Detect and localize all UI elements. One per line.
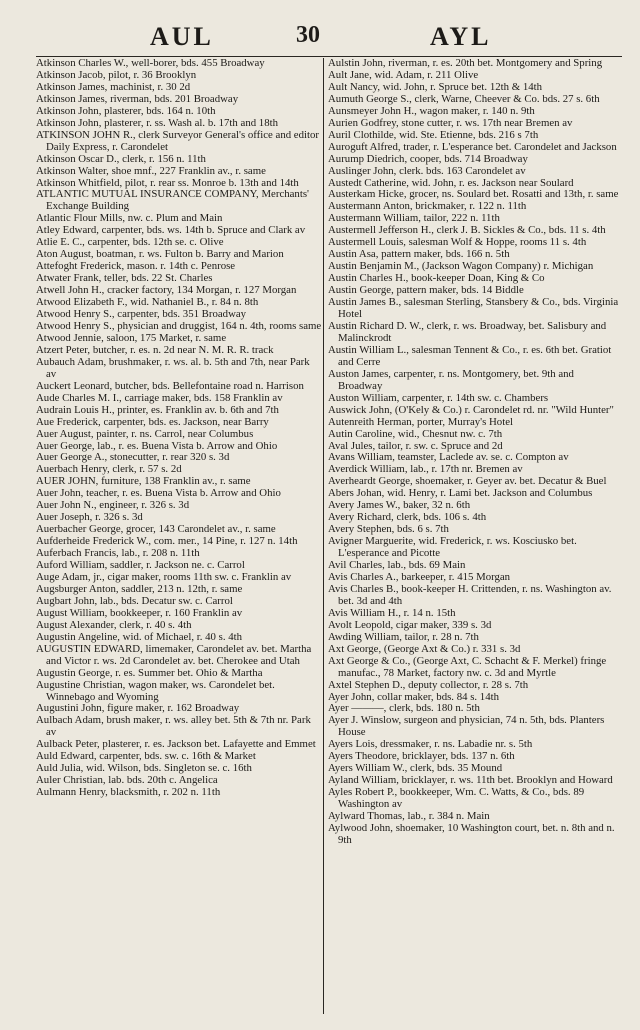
directory-entry: Austermann Anton, brickmaker, r. 122 n. 11th — [328, 200, 527, 213]
directory-entry: Avis Charles B., book-keeper H. Crittenden, r. ns. Washington av. bet. 3d and 4th — [328, 582, 612, 607]
directory-entry: Atwood Henry S., carpenter, bds. 351 Broadway — [36, 308, 247, 321]
directory-entry: Atkinson Walter, shoe mnf., 227 Franklin av., r. same — [36, 164, 266, 177]
directory-entry: Attefoght Frederick, mason. r. 14th c. Penrose — [36, 260, 236, 273]
directory-entry: Aulbach Adam, brush maker, r. ws. alley bet. 5th & 7th nr. Park av — [36, 714, 311, 739]
directory-entry: ATLANTIC MUTUAL INSURANCE COMPANY, Merchants' Exchange Building — [36, 188, 309, 213]
directory-entry: Aubauch Adam, brushmaker, r. ws. al. b. 5th and 7th, near Park av — [36, 355, 310, 380]
directory-entry: Atwood Henry S., physician and druggist, 164 n. 4th, rooms same — [36, 319, 322, 332]
directory-entry: Auld Julia, wid. Wilson, bds. Singleton se. c. 16th — [36, 762, 252, 775]
directory-entry: Auer George A., stonecutter, r. rear 320 s. 3d — [36, 451, 230, 464]
directory-entry: Awding William, tailor, r. 28 n. 7th — [328, 630, 479, 643]
directory-entry: Ault Jane, wid. Adam, r. 211 Olive — [328, 68, 479, 81]
directory-entry: Augustine Christian, wagon maker, ws. Carondelet bet. Winnebago and Wyoming — [36, 678, 275, 703]
directory-entry: Aylward Thomas, lab., r. 384 n. Main — [328, 810, 490, 823]
directory-entry: Auslinger John, clerk. bds. 163 Carondelet av — [328, 164, 526, 177]
directory-entry: Atley Edward, carpenter, bds. ws. 14th b. Spruce and Clark av — [36, 224, 306, 237]
directory-entry: Auler Christian, lab. bds. 20th c. Angelica — [36, 774, 218, 787]
directory-entry: Augsburger Anton, saddler, 213 n. 12th, r. same — [36, 582, 243, 595]
directory-entry: Auge Adam, jr., cigar maker, rooms 11th sw. c. Franklin av — [36, 570, 292, 583]
directory-entry: Augustini John, figure maker, r. 162 Broadway — [36, 702, 240, 715]
left-column — [36, 58, 322, 799]
directory-entry: Auswick John, (O'Kely & Co.) r. Carondelet rd. nr. "Wild Hunter" — [328, 403, 614, 416]
directory-entry: Auston William, carpenter, r. 14th sw. c. Chambers — [328, 391, 549, 404]
page-number: 30 — [296, 22, 320, 48]
directory-entry: Auroguft Alfred, trader, r. L'esperance bet. Carondelet and Jackson — [328, 140, 617, 153]
header-left-keyword: AUL — [150, 22, 214, 51]
directory-entry: AUER JOHN, furniture, 138 Franklin av., r. same — [36, 475, 251, 488]
directory-entry: Augustin Angeline, wid. of Michael, r. 40 s. 4th — [36, 630, 243, 643]
directory-entry: Aylwood John, shoemaker, 10 Washington court, bet. n. 8th and n. 9th — [328, 822, 615, 846]
directory-entry: Atkinson Whitfield, pilot, r. rear ss. Monroe b. 13th and 14th — [36, 176, 299, 189]
directory-entry: Aval Jules, tailor, r. sw. c. Spruce and 2d — [328, 439, 503, 452]
directory-entry: Aulback Peter, plasterer, r. es. Jackson bet. Lafayette and Emmet — [36, 738, 316, 751]
directory-entry: Ayer ———, clerk, bds. 180 n. 5th — [328, 702, 480, 715]
directory-entry: Atkinson Charles W., well-borer, bds. 455 Broadway — [36, 57, 265, 69]
directory-entry: Atkinson John, plasterer, r. ss. Wash al. b. 17th and 18th — [36, 116, 279, 129]
directory-entry: Aulstin John, riverman, r. es. 20th bet. Montgomery and Spring — [328, 57, 603, 69]
directory-entry: Auckert Leonard, butcher, bds. Bellefontaine road n. Harrison — [36, 379, 304, 392]
directory-entry: Austin Charles H., book-keeper Doan, King & Co — [328, 272, 545, 285]
directory-entry: Auerbacher George, grocer, 143 Carondelet av., r. same — [36, 523, 276, 536]
directory-entry: Aurien Godfrey, stone cutter, r. ws. 17th near Bremen av — [328, 116, 573, 129]
directory-entry: Augbart John, lab., bds. Decatur sw. c. Carrol — [36, 594, 233, 607]
directory-entry: Avis Charles A., barkeeper, r. 415 Morgan — [328, 570, 511, 583]
directory-entry: Auer Joseph, r. 326 s. 3d — [36, 511, 143, 524]
directory-entry: Axt George, (George Axt & Co.) r. 331 s. 3d — [328, 642, 521, 655]
directory-entry: Aulmann Henry, blacksmith, r. 202 n. 11th — [36, 786, 221, 799]
directory-entry: Austin William L., salesman Tennent & Co., r. es. 6th bet. Gratiot and Cerre — [328, 343, 612, 368]
directory-entry: Auld Edward, carpenter, bds. sw. c. 16th & Market — [36, 750, 256, 763]
directory-entry: Auril Clothilde, wid. Ste. Etienne, bds. 216 s 7th — [328, 128, 539, 141]
directory-entry: Avery James W., baker, 32 n. 6th — [328, 499, 471, 512]
directory-entry: Aunsmeyer John H., wagon maker, r. 140 n. 9th — [328, 104, 535, 117]
directory-entry: Audrain Louis H., printer, es. Franklin av. b. 6th and 7th — [36, 403, 279, 416]
directory-entry: Atkinson Jacob, pilot, r. 36 Brooklyn — [36, 68, 197, 81]
column-divider — [323, 58, 324, 1014]
directory-entry: Ayer J. Winslow, surgeon and physician, 74 n. 5th, bds. Planters House — [328, 714, 605, 739]
directory-entry: Ayers Theodore, bricklayer, bds. 137 n. 6th — [328, 750, 515, 763]
directory-entry: Ayland William, bricklayer, r. ws. 11th bet. Brooklyn and Howard — [328, 774, 613, 787]
directory-entry: Aufderheide Frederick W., com. mer., 14 Pine, r. 127 n. 14th — [36, 535, 298, 548]
directory-entry: Atkinson James, riverman, bds. 201 Broadway — [36, 92, 239, 105]
directory-entry: Autin Caroline, wid., Chesnut nw. c. 7th — [328, 427, 503, 440]
directory-entry: Ayer John, collar maker, bds. 84 s. 14th — [328, 690, 499, 703]
directory-entry: Axtel Stephen D., deputy collector, r. 28 s. 7th — [328, 678, 529, 691]
directory-entry: Austin Richard D. W., clerk, r. ws. Broadway, bet. Salisbury and Malinckrodt — [328, 319, 607, 344]
directory-entry: Austin Asa, pattern maker, bds. 166 n. 5th — [328, 248, 510, 261]
directory-entry: Atwood Jennie, saloon, 175 Market, r. same — [36, 331, 227, 344]
directory-entry: Austermell Jefferson H., clerk J. B. Sickles & Co., bds. 11 s. 4th — [328, 224, 606, 237]
directory-entry: Avery Stephen, bds. 6 s. 7th — [328, 523, 449, 536]
directory-entry: AUGUSTIN EDWARD, limemaker, Carondelet av. bet. Martha and Victor r. ws. 2d Carondelet av. bet. Cherokee and Utah — [36, 642, 312, 667]
directory-entry: Atwater Frank, teller, bds. 22 St. Charles — [36, 272, 213, 285]
directory-entry: Atlie E. C., carpenter, bds. 12th se. c. Olive — [36, 236, 224, 249]
directory-entry: Aude Charles M. I., carriage maker, bds. 158 Franklin av — [36, 391, 283, 404]
directory-entry: Austermell Louis, salesman Wolf & Hoppe, rooms 11 s. 4th — [328, 236, 587, 249]
directory-entry: Austedt Catherine, wid. John, r. es. Jackson near Soulard — [328, 176, 574, 189]
directory-entry: Ayers William W., clerk, bds. 35 Mound — [328, 762, 503, 775]
directory-entry: Avis William H., r. 14 n. 15th — [328, 606, 456, 619]
directory-entry: Auer John, teacher, r. es. Buena Vista b. Arrow and Ohio — [36, 487, 281, 500]
directory-entry: Austin James B., salesman Sterling, Stansbery & Co., bds. Virginia Hotel — [328, 296, 619, 321]
directory-entry: Avigner Marguerite, wid. Frederick, r. ws. Kosciusko bet. L'esperance and Picotte — [328, 535, 577, 560]
directory-entry: Atzert Peter, butcher, r. es. n. 2d near N. M. R. R. track — [36, 343, 274, 356]
directory-entry: Auferbach Francis, lab., r. 208 n. 11th — [36, 547, 200, 560]
directory-entry: Ault Nancy, wid. John, r. Spruce bet. 12th & 14th — [328, 80, 543, 93]
directory-entry: August William, bookkeeper, r. 160 Franklin av — [36, 606, 243, 619]
directory-entry: Atwood Elizabeth F., wid. Nathaniel B., r. 84 n. 8th — [36, 296, 259, 309]
directory-entry: Auer August, painter, r. ns. Carrol, near Columbus — [36, 427, 254, 440]
directory-entry: Averdick William, lab., r. 17th nr. Bremen av — [328, 463, 523, 476]
directory-entry: Augustin George, r. es. Summer bet. Ohio & Martha — [36, 666, 263, 679]
directory-entry: Ayers Lois, dressmaker, r. ns. Labadie nr. s. 5th — [328, 738, 533, 751]
directory-entry: Avery Richard, clerk, bds. 106 s. 4th — [328, 511, 487, 524]
directory-entry: Austerkam Hicke, grocer, ns. Soulard bet. Rosatti and 13th, r. same — [328, 188, 619, 201]
directory-entry: Auer George, lab., r. es. Buena Vista b. Arrow and Ohio — [36, 439, 278, 452]
directory-entry: Atwell John H., cracker factory, 134 Morgan, r. 127 Morgan — [36, 284, 297, 297]
directory-entry: Abers Johan, wid. Henry, r. Lami bet. Jackson and Columbus — [328, 487, 593, 500]
directory-entry: Auston James, carpenter, r. ns. Montgomery, bet. 9th and Broadway — [328, 367, 574, 392]
directory-entry: Axt George & Co., (George Axt, C. Schacht & F. Merkel) fringe manufac., 78 Market, factory nw. c. 3d and Myrtle — [328, 654, 607, 679]
page-header — [0, 22, 640, 54]
directory-entry: August Alexander, clerk, r. 40 s. 4th — [36, 618, 192, 631]
directory-entry: Aurump Diedrich, cooper, bds. 714 Broadway — [328, 152, 528, 165]
directory-entry: Atkinson James, machinist, r. 30 2d — [36, 80, 191, 93]
right-column — [328, 58, 620, 847]
directory-entry: Aumuth George S., clerk, Warne, Cheever & Co. bds. 27 s. 6th — [328, 92, 600, 105]
directory-entry: Atkinson Oscar D., clerk, r. 156 n. 11th — [36, 152, 206, 165]
directory-entry: Aton August, boatman, r. ws. Fulton b. Barry and Marion — [36, 248, 284, 261]
directory-entry: Auford William, saddler, r. Jackson ne. c. Carrol — [36, 559, 245, 572]
directory-entry: ATKINSON JOHN R., clerk Surveyor General's office and editor Daily Express, r. Carondelet — [36, 128, 319, 153]
directory-entry: Averheardt George, shoemaker, r. Geyer av. bet. Decatur & Buel — [328, 475, 607, 488]
directory-entry: Auer John N., engineer, r. 326 s. 3d — [36, 499, 190, 512]
header-right-keyword: AYL — [430, 22, 492, 51]
directory-entry: Avolt Leopold, cigar maker, 339 s. 3d — [328, 618, 492, 631]
directory-entry: Atkinson John, plasterer, bds. 164 n. 10th — [36, 104, 216, 117]
directory-entry: Avans William, teamster, Laclede av. se. c. Compton av — [328, 451, 569, 464]
directory-entry: Autenreith Herman, porter, Murray's Hotel — [328, 415, 514, 428]
directory-entry: Austin Benjamin M., (Jackson Wagon Company) r. Michigan — [328, 260, 594, 273]
directory-entry: Avil Charles, lab., bds. 69 Main — [328, 559, 466, 572]
directory-entry: Aue Frederick, carpenter, bds. es. Jackson, near Barry — [36, 415, 269, 428]
directory-entry: Austin George, pattern maker, bds. 14 Biddle — [328, 284, 524, 297]
directory-entry: Auerbach Henry, clerk, r. 57 s. 2d — [36, 463, 182, 476]
directory-entry: Austermann William, tailor, 222 n. 11th — [328, 212, 500, 225]
directory-entry: Ayles Robert P., bookkeeper, Wm. C. Watts, & Co., bds. 89 Washington av — [328, 786, 585, 811]
directory-entry: Atlantic Flour Mills, nw. c. Plum and Main — [36, 212, 223, 225]
